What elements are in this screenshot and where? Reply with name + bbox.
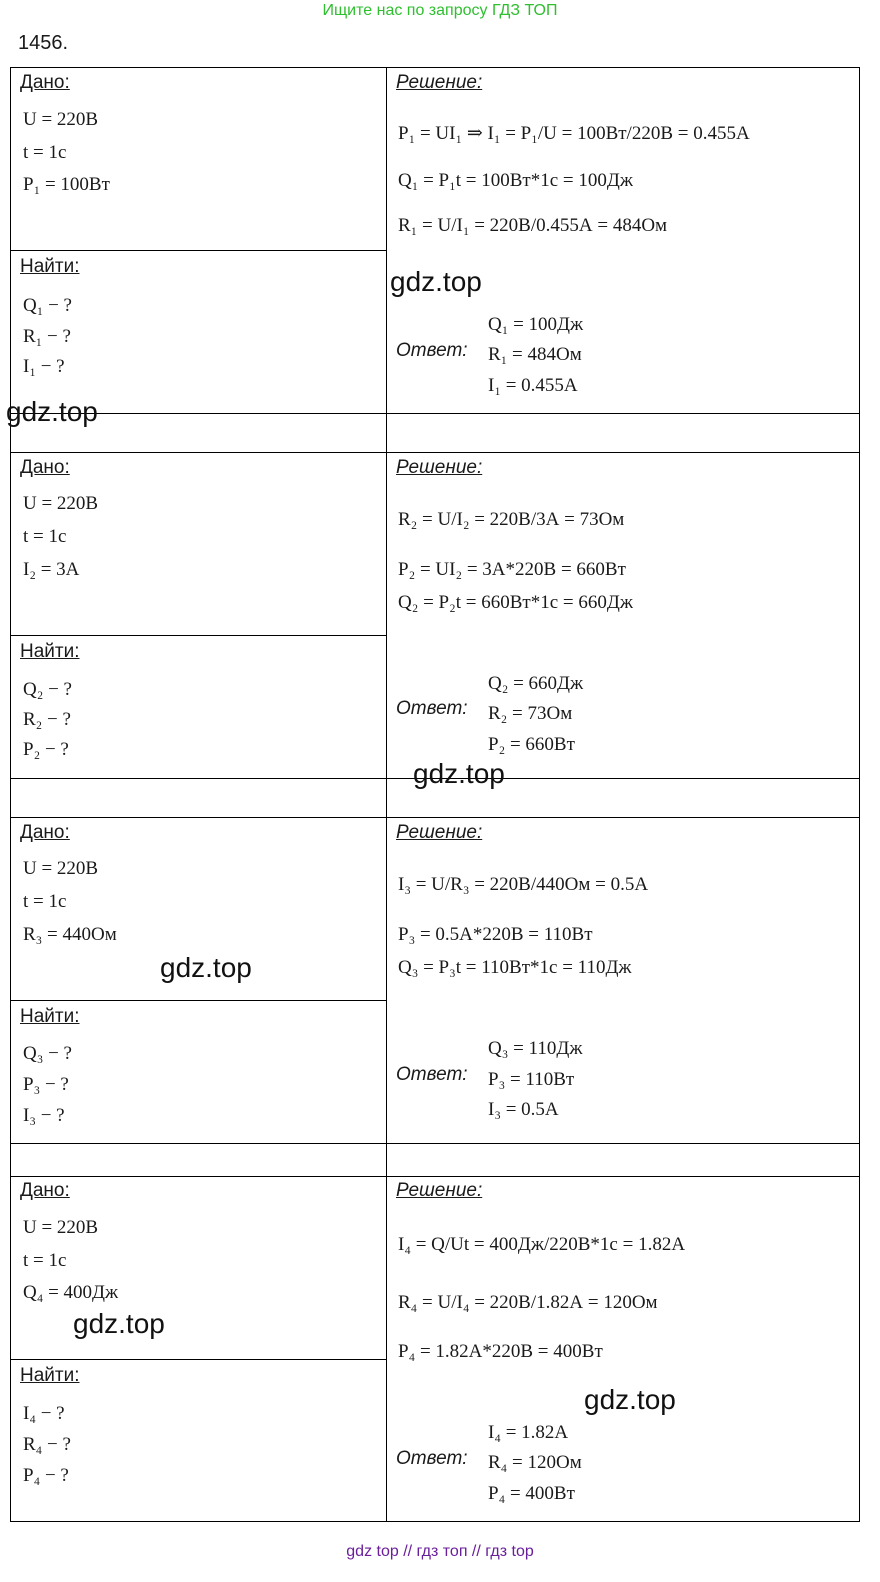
solution-line: Q₂ = P₂t = 660Вт*1с = 660Дж [398,592,633,613]
watermark: gdz.top [160,952,252,983]
solution-line: R₁ = U/I₁ = 220В/0.455А = 484Ом [398,215,668,236]
answer-item: Q₃ = 110Дж [488,1038,583,1059]
watermark: gdz.top [73,1308,165,1339]
answer-item: I₄ = 1.82А [488,1422,569,1443]
answer-item: R₄ = 120Ом [488,1452,582,1473]
find-heading: Найти: [20,641,80,662]
solution-line: P₂ = UI₂ = 3А*220В = 660Вт [398,559,626,580]
given-heading: Дано: [20,1180,70,1201]
watermark: gdz.top [413,758,505,789]
given-item: R₃ = 440Ом [23,924,117,945]
given-heading: Дано: [20,822,70,843]
site-banner: Ищите нас по запросу ГДЗ ТОП [322,2,558,19]
solution-heading: Решение: [396,72,483,93]
solution-heading: Решение: [396,457,483,478]
answer-item: P₂ = 660Вт [488,734,575,755]
given-item: I₂ = 3А [23,559,80,580]
solution-line: Q₃ = P₃t = 110Вт*1с = 110Дж [398,957,632,978]
solution-line: P₁ = UI₁ ⇒ I₁ = P₁/U = 100Вт/220В = 0.455А [398,123,750,144]
find-item: I₃ − ? [23,1105,65,1126]
answer-heading: Ответ: [396,1064,468,1085]
given-item: t = 1с [23,526,67,547]
find-item: I₁ − ? [23,356,65,377]
find-heading: Найти: [20,1365,80,1386]
given-item: U = 220В [23,109,99,130]
answer-item: I₃ = 0.5А [488,1099,559,1120]
answer-item: R₂ = 73Ом [488,703,573,724]
given-item: Q₄ = 400Дж [23,1282,119,1303]
solution-line: R₂ = U/I₂ = 220В/3А = 73Ом [398,509,625,530]
answer-item: P₄ = 400Вт [488,1483,575,1504]
given-heading: Дано: [20,457,70,478]
find-heading: Найти: [20,1006,80,1027]
solution-line: I₄ = Q/Ut = 400Дж/220В*1с = 1.82А [398,1234,686,1255]
given-item: P₁ = 100Вт [23,174,110,195]
answer-heading: Ответ: [396,698,468,719]
given-item: U = 220В [23,858,99,879]
solution-line: P₃ = 0.5А*220В = 110Вт [398,924,593,945]
given-item: t = 1с [23,891,67,912]
given-item: t = 1с [23,1250,67,1271]
find-item: I₄ − ? [23,1403,65,1424]
answer-item: I₁ = 0.455А [488,375,578,396]
find-item: R₄ − ? [23,1434,71,1455]
solution-line: P₄ = 1.82А*220В = 400Вт [398,1341,603,1362]
find-item: Q₃ − ? [23,1043,72,1064]
find-item: R₂ − ? [23,709,71,730]
answer-heading: Ответ: [396,1448,468,1469]
find-item: Q₂ − ? [23,679,72,700]
answer-heading: Ответ: [396,340,468,361]
solution-line: R₄ = U/I₄ = 220В/1.82А = 120Ом [398,1292,658,1313]
answer-item: Q₂ = 660Дж [488,673,584,694]
answer-item: Q₁ = 100Дж [488,314,584,335]
watermark: gdz.top [390,266,482,297]
solution-heading: Решение: [396,822,483,843]
given-item: t = 1с [23,142,67,163]
find-item: P₄ − ? [23,1465,69,1486]
watermark: gdz.top [584,1384,676,1415]
answer-item: R₁ = 484Ом [488,344,582,365]
footer-links: gdz top // гдз топ // гдз top [346,1543,534,1560]
find-heading: Найти: [20,256,80,277]
given-item: U = 220В [23,1217,99,1238]
solution-line: I₃ = U/R₃ = 220В/440Ом = 0.5А [398,874,649,895]
given-heading: Дано: [20,72,70,93]
find-item: R₁ − ? [23,326,71,347]
solution-heading: Решение: [396,1180,483,1201]
find-item: Q₁ − ? [23,295,72,316]
problem-number: 1456. [18,32,69,54]
watermark: gdz.top [6,396,98,427]
solution-line: Q₁ = P₁t = 100Вт*1с = 100Дж [398,170,633,191]
find-item: P₃ − ? [23,1074,69,1095]
given-item: U = 220В [23,493,99,514]
find-item: P₂ − ? [23,739,69,760]
answer-item: P₃ = 110Вт [488,1069,575,1090]
